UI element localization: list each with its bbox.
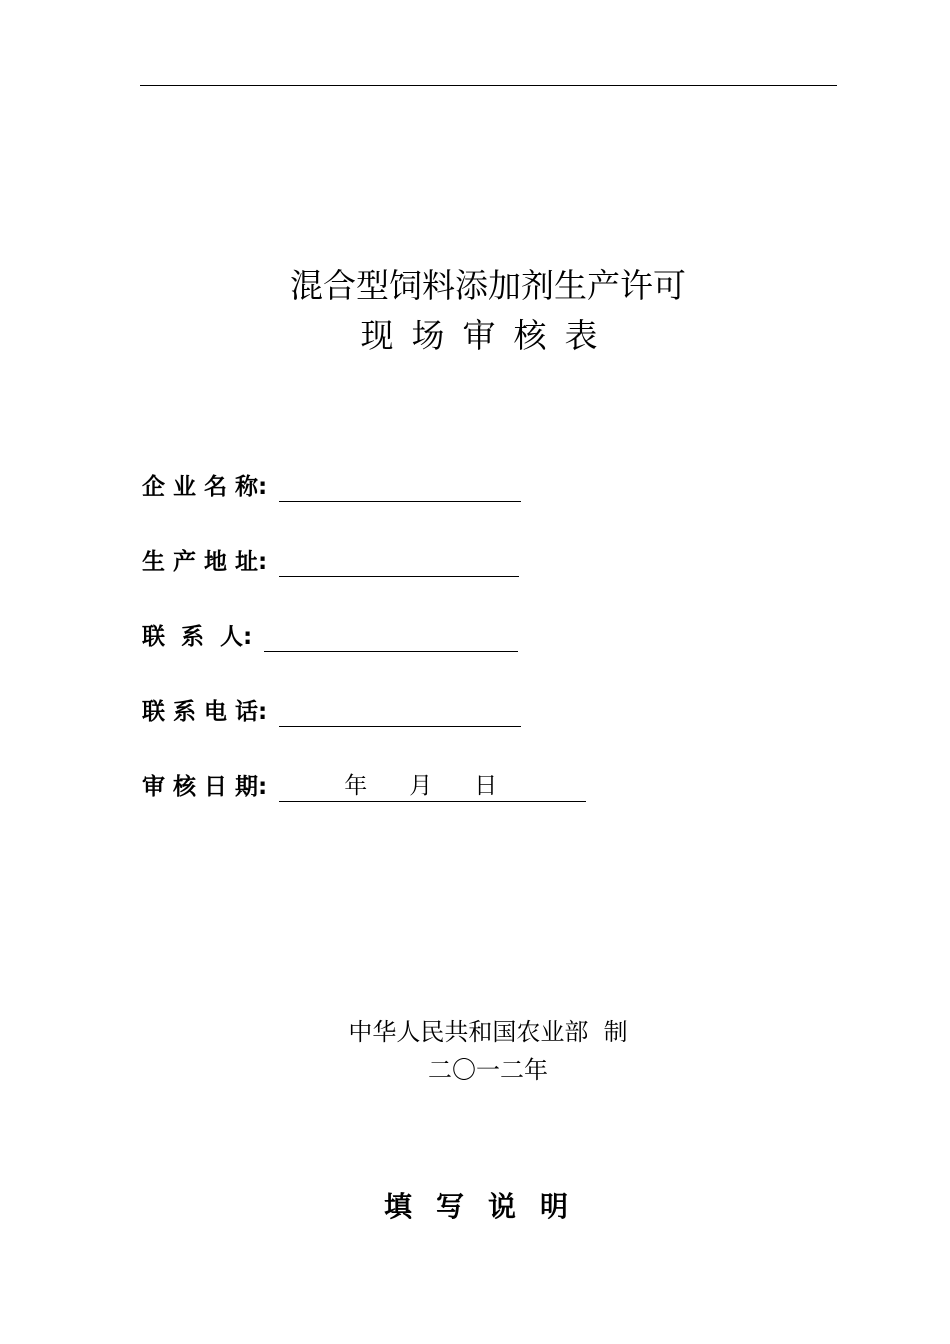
contact-person-label: 联 系 人: [142, 624, 253, 650]
contact-phone-field [142, 695, 521, 727]
production-address-blank[interactable] [279, 546, 519, 577]
document-title: 混合型饲料添加剂生产许可 [290, 266, 686, 305]
contact-person-blank[interactable] [264, 621, 518, 652]
contact-person-field [142, 620, 518, 652]
company-name-label: 企 业 名 称: [142, 474, 268, 500]
contact-phone-label: 联 系 电 话: [142, 699, 268, 725]
review-date-field [142, 770, 586, 802]
company-name-field [142, 470, 521, 502]
date-day-label: 日 [474, 773, 498, 799]
review-date-label: 审 核 日 期: [142, 774, 268, 800]
instructions-heading: 填写说明 [383, 1190, 592, 1223]
date-month-label: 月 [409, 773, 433, 799]
company-name-blank[interactable] [279, 471, 521, 502]
production-address-field [142, 545, 519, 577]
contact-phone-blank[interactable] [279, 696, 521, 727]
header-rule [140, 85, 837, 86]
review-date-blank[interactable] [279, 771, 586, 802]
issue-year: 二〇一二年 [428, 1056, 548, 1084]
document-subtitle: 现场审核表 [360, 316, 616, 355]
issuing-organization: 中华人民共和国农业部 制 [348, 1018, 628, 1046]
production-address-label: 生 产 地 址: [142, 549, 268, 575]
date-year-label: 年 [344, 773, 368, 799]
